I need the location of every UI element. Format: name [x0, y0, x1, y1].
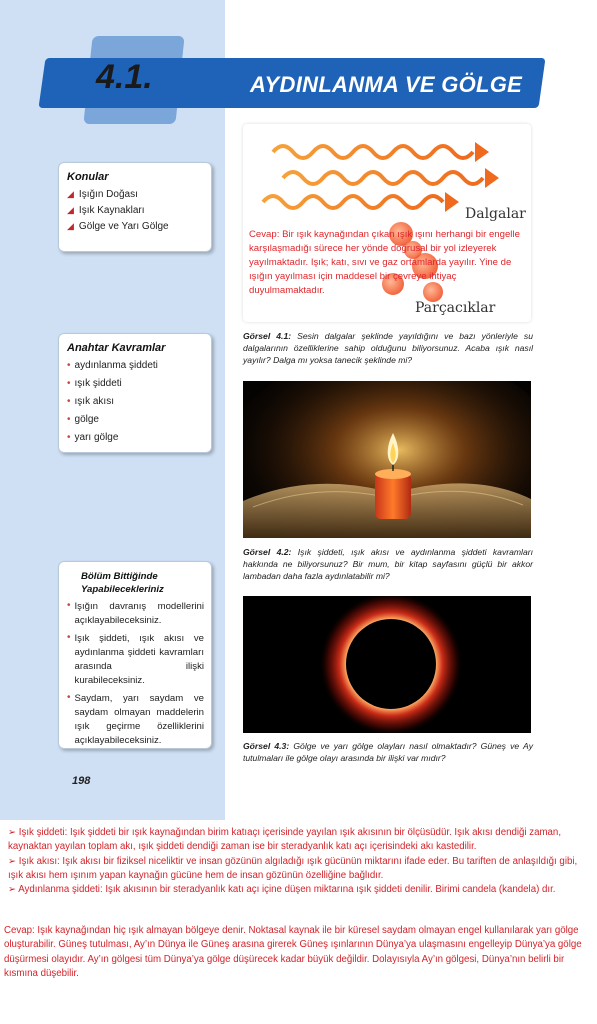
keywords-box	[58, 333, 212, 453]
figure-candle-photo	[243, 381, 531, 538]
figure-eclipse-photo	[243, 596, 531, 733]
bullet-dot-icon: •	[67, 378, 71, 389]
triangle-bullet-icon: ◢	[67, 189, 74, 199]
wave-line	[283, 172, 483, 184]
figure1-answer: Cevap: Bir ışık kaynağından çıkan ışık ışını herhangi bir engelle karşılaşmadığı sürece her yönde doğrusal bir yol izleyerek yayılmaktadır. Işık; katı, sıvı ve gaz ortamlarda yayılır. Yine de ışığın yayılması için maddesel bir çevreye ihtiyaç duyulmamaktadır.	[249, 229, 520, 296]
bullet-dot-icon: •	[67, 600, 71, 611]
bullet-dot-icon: •	[67, 360, 71, 371]
particles-label: Parçacıklar	[415, 300, 496, 316]
figure3-caption: Görsel 4.3: Gölge ve yarı gölge olayları nasıl olmaktadır? Güneş ve Ay tutulmaları ile gölge olayı arasında bir ilişki var mıdır?	[243, 741, 533, 763]
definition-item: ➢ Işık şiddeti: Işık şiddeti bir ışık kaynağından birim katıaçı içerisinde yayılan ışık akısının bir ölçüsüdür. Işık akısı dendiği zaman, kaynaktan yayılan toplam akı, ışık şiddeti dendiği zaman ise bir steradyanlık katı açı içerisindeki akı kastedilir.	[8, 827, 562, 853]
keyword-item: • ışık akısı	[67, 396, 114, 407]
keyword-item: • gölge	[67, 414, 99, 425]
figure2-caption: Görsel 4.2: Işık şiddeti, ışık akısı ve aydınlanma şiddeti kavramları hakkında ne biliyorsunuz? Bir mum, bir kitap sayfasını güçlü bir akkor lambadan daha fazla aydınlatabilir mi?	[243, 547, 533, 581]
arrow-head-icon	[485, 168, 499, 188]
keyword-item: • aydınlanma şiddeti	[67, 360, 158, 371]
objectives-box	[58, 561, 212, 749]
bullet-dot-icon: •	[67, 414, 71, 425]
arrow-head-icon	[445, 192, 459, 212]
figure1-caption: Görsel 4.1: Sesin dalgalar şeklinde yayıldığını ve bazı yönleriyle su dalgalarının özelliklerine sahip olduğunu biliyorsunuz. Acaba ışık nasıl yayılır? Dalga mı yoksa tanecik şeklinde mi?	[243, 331, 534, 365]
bullet-dot-icon: •	[67, 432, 71, 443]
objectives-title: Bölüm Bittiğinde Yapabilecekleriniz	[81, 571, 164, 595]
moon-disk	[346, 619, 436, 709]
topics-title: Konular	[67, 171, 109, 183]
triangle-bullet-icon: ◢	[67, 205, 74, 215]
eclipse-illustration	[243, 596, 531, 733]
topic-item: ◢ Işığın Doğası	[67, 189, 138, 200]
arrow-head-icon	[475, 142, 489, 162]
wave-line	[273, 146, 473, 158]
section-title: AYDINLANMA VE GÖLGE	[250, 72, 523, 97]
keyword-item: • ışık şiddeti	[67, 378, 122, 389]
page-number: 198	[72, 775, 91, 787]
definition-item: ➢ Işık akısı: Işık akısı bir fiziksel niceliktir ve insan gözünün algıladığı ışık gücünün miktarını ifade eder. Bu tariften de anlaşıldığı gibi, ışık akısı hem ışınım yapan kaynağın gücüne hem de insan gözünün özelliğine bağlıdır.	[8, 855, 578, 881]
objective-item: • Işığın davranış modellerini açıklayabileceksiniz.	[67, 600, 204, 626]
keywords-title: Anahtar Kavramlar	[67, 342, 166, 354]
bullet-dot-icon: •	[67, 396, 71, 407]
objective-item: • Saydam, yarı saydam ve saydam olmayan maddelerin ışık geçirme özelliklerini açıklayabileceksiniz.	[67, 692, 204, 746]
triangle-bullet-icon: ◢	[67, 221, 74, 231]
keyword-item: • yarı gölge	[67, 432, 119, 443]
definitions-block	[8, 826, 593, 897]
bullet-dot-icon: •	[67, 692, 71, 703]
figure-waves-particles	[243, 124, 531, 322]
candle-illustration	[243, 381, 531, 538]
waves-label: Dalgalar	[465, 206, 526, 222]
topic-item: ◢ Işık Kaynakları	[67, 205, 145, 216]
wave-line	[263, 196, 443, 208]
candle	[375, 473, 411, 519]
topics-box	[58, 162, 212, 252]
answer-paragraph: Cevap: Işık kaynağından hiç ışık almayan bölgeye denir. Noktasal kaynak ile bir küresel saydam olmayan engel kullanılarak yarı gölge oluşturabilir. Güneş tutulması, Ay’ın Dünya ile Güneş arasına girerek Güneş ışınlarının Dünya’ya ulaşmasını engelleyip Dünya’ya gölge düşürmesi olayıdır. Ay’ın gölgesi tüm Dünya’ya gölge düşürecek kadar büyük değildir. Dolayısıyla Ay’ın gölgesi, Dünya’nın belirli bir kısmına düşebilir.	[4, 925, 582, 979]
section-number: 4.1.	[96, 58, 153, 96]
topic-item: ◢ Gölge ve Yarı Gölge	[67, 221, 169, 232]
bullet-dot-icon: •	[67, 632, 71, 643]
definition-item: ➢ Aydınlanma şiddeti: Işık akısının bir steradyanlık katı açı içine düşen miktarına ışık şiddeti denilir. Birimi candela (kandela) dır.	[8, 884, 556, 896]
objective-item: • Işık şiddeti, ışık akısı ve aydınlanma şiddeti kavramları arasında ilişki kurabileceksiniz.	[67, 632, 204, 686]
